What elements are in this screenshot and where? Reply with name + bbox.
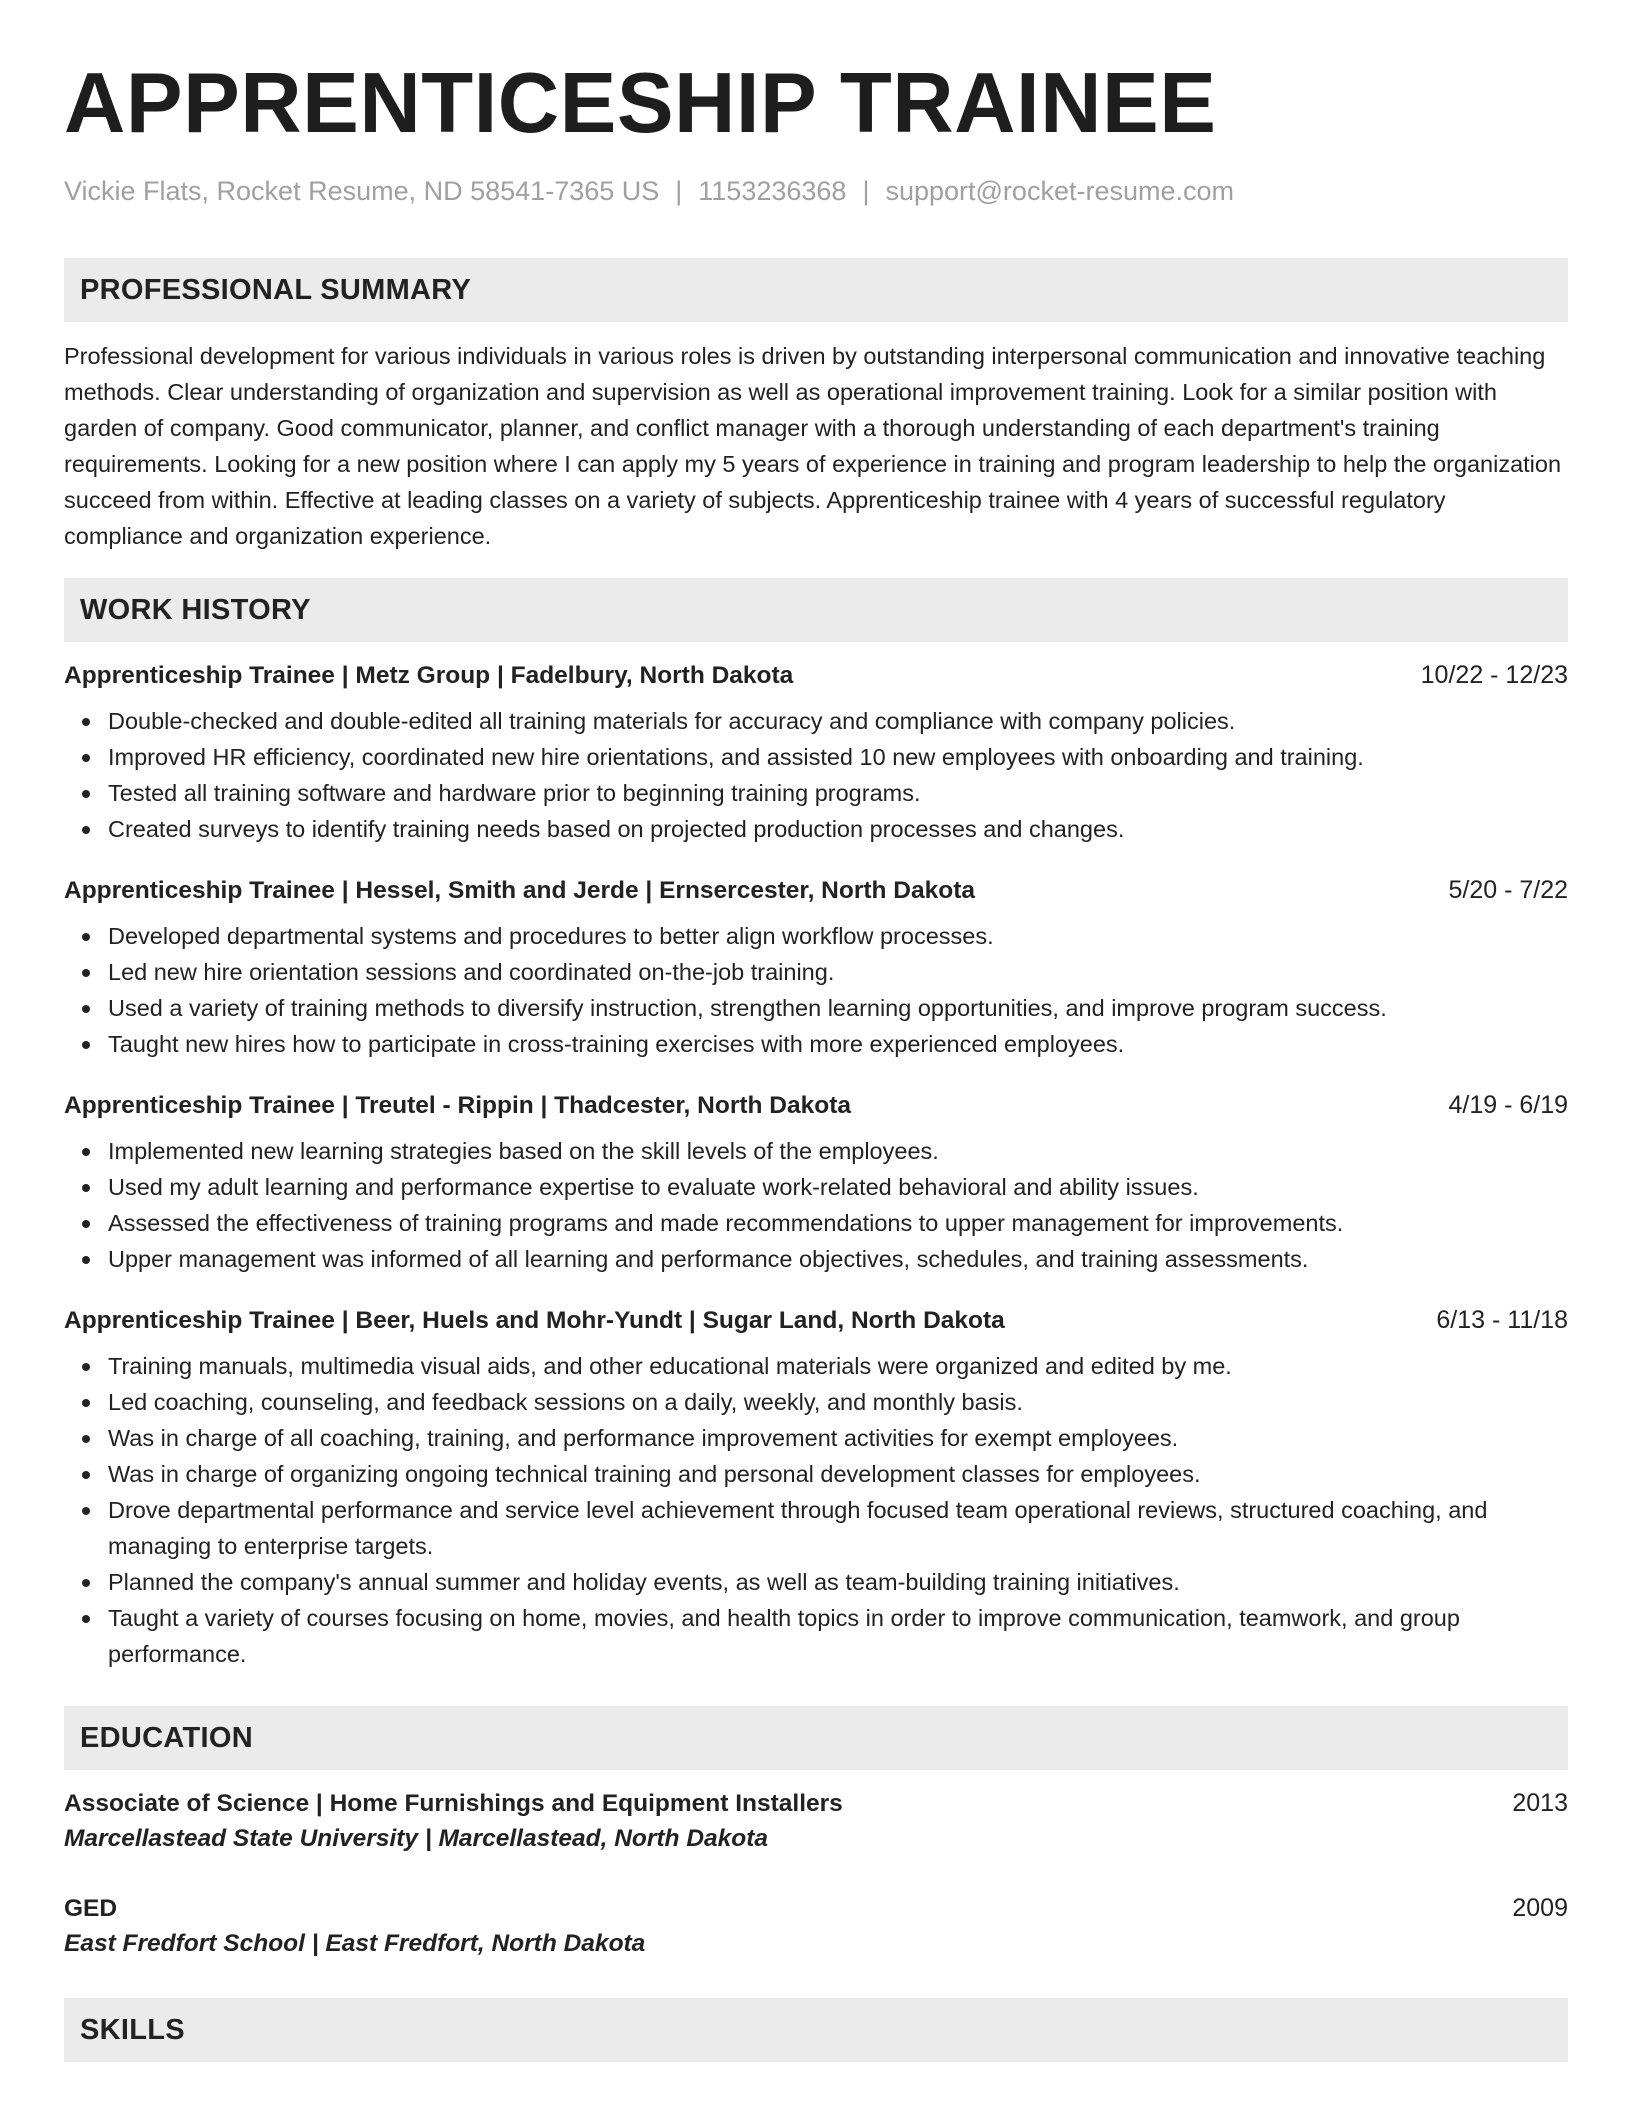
job-entry — [64, 658, 1568, 847]
job-dates: 5/20 - 7/22 — [1448, 876, 1568, 904]
education-school: Marcellastead State University | Marcellastead, North Dakota — [64, 1825, 769, 1852]
job-bullet — [108, 1384, 1568, 1420]
job-bullet-text: Led new hire orientation sessions and coordinated on-the-job training. — [108, 959, 835, 985]
bullet-icon — [82, 718, 90, 726]
job-bullet-text: Used a variety of training methods to diversify instruction, strengthen learning opportunities, and improve program success. — [108, 995, 1387, 1021]
job-bullet — [108, 954, 1568, 990]
job-bullet-text: Led coaching, counseling, and feedback sessions on a daily, weekly, and monthly basis. — [108, 1389, 1023, 1415]
summary-text: Professional development for various individuals in various roles is driven by outstanding interpersonal communication and innovative teaching methods. Clear understanding of organization and supervision as well as operational improvement training. Look for a similar position with garden of company. Good communicator, planner, and conflict manager with a thorough understanding of each department's training requirements. Looking for a new position where I can apply my 5 years of experience in training and program leadership to help the organization succeed from within. Effective at leading classes on a variety of subjects. Apprenticeship trainee with 4 years of successful regulatory compliance and organization experience. — [64, 343, 1562, 549]
bullet-icon — [82, 790, 90, 798]
contact-separator: | — [675, 176, 683, 206]
job-dates: 6/13 - 11/18 — [1436, 1306, 1568, 1334]
contact-line — [64, 174, 1568, 208]
education-degree: GED — [64, 1895, 118, 1922]
job-title: Apprenticeship Trainee | Metz Group | Fadelbury, North Dakota — [64, 662, 794, 689]
contact-address: Vickie Flats, Rocket Resume, ND 58541-7365 US — [64, 176, 660, 206]
job-dates: 10/22 - 12/23 — [1420, 661, 1568, 689]
bullet-icon — [82, 754, 90, 762]
job-bullet-text: Tested all training software and hardware prior to beginning training programs. — [108, 780, 921, 806]
job-bullet-text: Training manuals, multimedia visual aids, and other educational materials were organized and edited by me. — [108, 1353, 1232, 1379]
job-bullet-text: Implemented new learning strategies based on the skill levels of the employees. — [108, 1138, 939, 1164]
job-bullets — [64, 918, 1568, 1062]
education-year: 2013 — [1512, 1789, 1568, 1817]
job-bullet-text: Assessed the effectiveness of training programs and made recommendations to upper management for improvements. — [108, 1210, 1344, 1236]
job-entry — [64, 1088, 1568, 1277]
job-bullet-text: Drove departmental performance and service level achievement through focused team operational reviews, structured coaching, and managing to enterprise targets. — [108, 1497, 1488, 1559]
job-bullet — [108, 1348, 1568, 1384]
job-bullet — [108, 703, 1568, 739]
bullet-icon — [82, 1256, 90, 1264]
section-header-work-history: WORK HISTORY — [64, 578, 1568, 642]
bullet-icon — [82, 1220, 90, 1228]
section-header-summary: PROFESSIONAL SUMMARY — [64, 258, 1568, 322]
job-bullet-text: Planned the company's annual summer and holiday events, as well as team-building training initiatives. — [108, 1569, 1180, 1595]
bullet-icon — [82, 826, 90, 834]
job-bullet — [108, 1169, 1568, 1205]
job-bullet-text: Was in charge of all coaching, training, and performance improvement activities for exempt employees. — [108, 1425, 1179, 1451]
resume-page — [64, 56, 1568, 2062]
job-bullet — [108, 1600, 1568, 1672]
job-bullet — [108, 1492, 1568, 1564]
job-bullet-text: Used my adult learning and performance expertise to evaluate work-related behavioral and ability issues. — [108, 1174, 1199, 1200]
job-bullet — [108, 918, 1568, 954]
bullet-icon — [82, 1363, 90, 1371]
bullet-icon — [82, 1005, 90, 1013]
bullet-icon — [82, 1184, 90, 1192]
job-bullet-text: Improved HR efficiency, coordinated new hire orientations, and assisted 10 new employees with onboarding and training. — [108, 744, 1364, 770]
job-bullet — [108, 739, 1568, 775]
job-title: Apprenticeship Trainee | Hessel, Smith and Jerde | Ernsercester, North Dakota — [64, 877, 975, 904]
job-bullet — [108, 1456, 1568, 1492]
job-bullet — [108, 1241, 1568, 1277]
job-bullets — [64, 1133, 1568, 1277]
job-dates: 4/19 - 6/19 — [1448, 1091, 1568, 1119]
job-bullet — [108, 775, 1568, 811]
bullet-icon — [82, 1579, 90, 1587]
job-bullet-text: Was in charge of organizing ongoing technical training and personal development classes for employees. — [108, 1461, 1201, 1487]
job-bullets — [64, 1348, 1568, 1672]
education-school: East Fredfort School | East Fredfort, North Dakota — [64, 1930, 646, 1957]
contact-separator: | — [862, 176, 870, 206]
bullet-icon — [82, 1148, 90, 1156]
bullet-icon — [82, 969, 90, 977]
job-bullet — [108, 1133, 1568, 1169]
job-title: Apprenticeship Trainee | Beer, Huels and Mohr-Yundt | Sugar Land, North Dakota — [64, 1307, 1005, 1334]
resume-title: APPRENTICESHIP TRAINEE — [64, 56, 1217, 151]
bullet-icon — [82, 933, 90, 941]
job-bullet — [108, 1564, 1568, 1600]
bullet-icon — [82, 1041, 90, 1049]
job-bullet — [108, 811, 1568, 847]
bullet-icon — [82, 1615, 90, 1623]
job-entry — [64, 1303, 1568, 1672]
bullet-icon — [82, 1507, 90, 1515]
job-bullet-text: Created surveys to identify training needs based on projected production processes and changes. — [108, 816, 1125, 842]
job-bullet — [108, 1205, 1568, 1241]
bullet-icon — [82, 1471, 90, 1479]
contact-email: support@rocket-resume.com — [885, 176, 1234, 206]
job-bullet-text: Developed departmental systems and procedures to better align workflow processes. — [108, 923, 994, 949]
education-degree: Associate of Science | Home Furnishings and Equipment Installers — [64, 1790, 843, 1817]
job-bullet-text: Double-checked and double-edited all training materials for accuracy and compliance with company policies. — [108, 708, 1236, 734]
job-entry — [64, 873, 1568, 1062]
section-header-education: EDUCATION — [64, 1706, 1568, 1770]
bullet-icon — [82, 1435, 90, 1443]
bullet-icon — [82, 1399, 90, 1407]
job-bullet-text: Taught a variety of courses focusing on home, movies, and health topics in order to improve communication, teamwork, and group performance. — [108, 1605, 1460, 1667]
education-year: 2009 — [1512, 1894, 1568, 1922]
job-bullet — [108, 1420, 1568, 1456]
job-bullet — [108, 1026, 1568, 1062]
job-bullets — [64, 703, 1568, 847]
job-title: Apprenticeship Trainee | Treutel - Rippin | Thadcester, North Dakota — [64, 1092, 851, 1119]
section-header-skills: SKILLS — [64, 1998, 1568, 2062]
education-entry — [64, 1891, 1568, 1962]
job-bullet — [108, 990, 1568, 1026]
job-bullet-text: Upper management was informed of all learning and performance objectives, schedules, and training assessments. — [108, 1246, 1309, 1272]
contact-phone: 1153236368 — [698, 176, 847, 206]
education-entry — [64, 1786, 1568, 1857]
job-bullet-text: Taught new hires how to participate in cross-training exercises with more experienced employees. — [108, 1031, 1125, 1057]
